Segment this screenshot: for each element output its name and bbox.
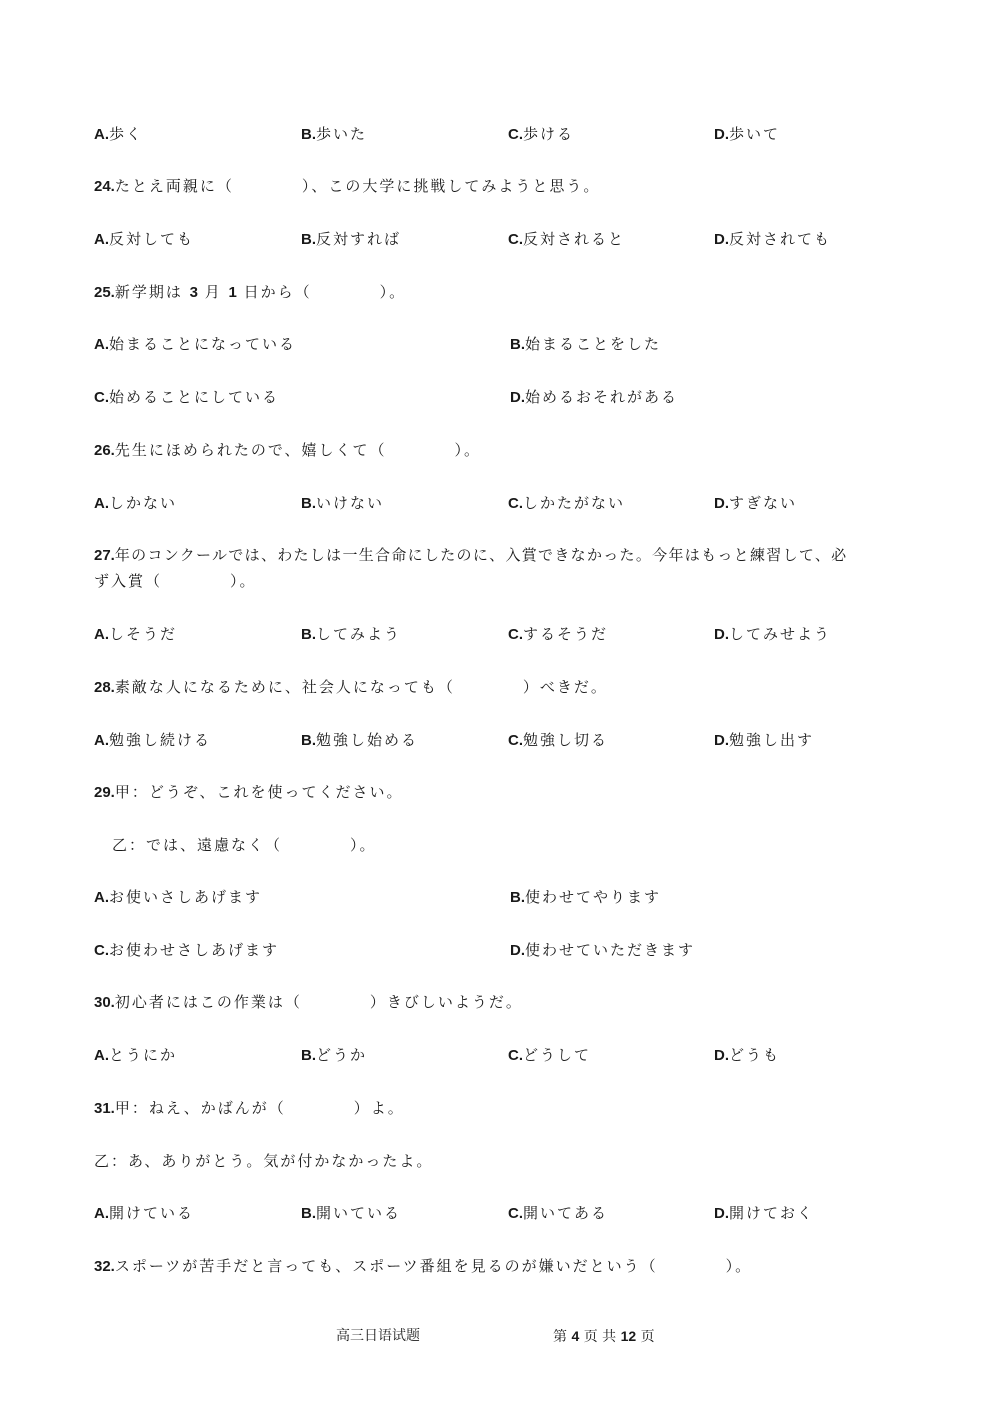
option-text: するそうだ (523, 625, 609, 643)
question-text: ず入賞（ ）。 (94, 572, 257, 590)
q28-option-b (301, 727, 418, 754)
option-letter: D. (714, 495, 729, 512)
option-text: 勉強し切る (523, 731, 609, 749)
question-number: 31. (94, 1100, 115, 1117)
option-letter: B. (510, 889, 525, 906)
option-letter: C. (508, 231, 523, 248)
q23-option-d (714, 121, 780, 148)
option-text: 使わせてやります (525, 888, 662, 906)
q31-option-c (508, 1200, 608, 1227)
option-letter: B. (301, 626, 316, 643)
option-text: 勉強し始める (316, 731, 419, 749)
q31-option-a (94, 1200, 194, 1227)
question-text: スポーツが苦手だと言っても、スポーツ番組を見るのが嫌いだという（ ）。 (114, 1257, 753, 1275)
q29-option-b (510, 884, 661, 911)
option-text: どうも (729, 1046, 781, 1064)
q30-option-d (714, 1042, 780, 1069)
option-letter: B. (301, 1205, 316, 1222)
month-number: 3 (189, 284, 198, 301)
q29-option-a (94, 884, 262, 911)
option-text: 始まることになっている (109, 335, 297, 353)
question-text: 乙：では、遠慮なく（ ）。 (112, 836, 377, 854)
q24-option-b (301, 226, 401, 253)
q31-option-b (301, 1200, 401, 1227)
question-text: 月 (197, 283, 229, 301)
question-text: 甲：どうぞ、これを使ってください。 (114, 783, 404, 801)
option-letter: B. (301, 732, 316, 749)
q31-option-d (714, 1200, 814, 1227)
option-text: 反対されても (729, 230, 832, 248)
option-text: 開いている (316, 1204, 402, 1222)
option-text: 始まることをした (525, 335, 662, 353)
question-30 (94, 989, 523, 1016)
option-letter: D. (714, 1205, 729, 1222)
q28-option-a (94, 727, 211, 754)
q23-option-b (301, 121, 367, 148)
option-text: どうか (316, 1046, 368, 1064)
option-letter: D. (714, 231, 729, 248)
option-letter: C. (508, 495, 523, 512)
option-text: しかない (109, 494, 178, 512)
option-text: 反対されると (523, 230, 626, 248)
day-number: 1 (228, 284, 237, 301)
option-text: してみせよう (729, 625, 832, 643)
option-text: しかたがない (523, 494, 626, 512)
page-suffix: 页 (636, 1329, 655, 1345)
q27-option-a (94, 621, 177, 648)
question-28 (94, 674, 608, 701)
question-text: 新学期は (114, 283, 190, 301)
question-31 (94, 1095, 405, 1122)
option-text: 始めることにしている (109, 388, 280, 406)
question-27-continued (94, 568, 257, 594)
option-letter: D. (510, 942, 525, 959)
page-total: 12 (620, 1328, 637, 1344)
option-text: 反対すれば (316, 230, 402, 248)
q26-option-a (94, 490, 177, 517)
option-text: 開けている (109, 1204, 195, 1222)
question-text: 乙：あ、ありがとう。気が付かなかったよ。 (94, 1152, 434, 1170)
option-text: 歩いて (729, 125, 781, 143)
option-letter: B. (301, 1047, 316, 1064)
question-text: たとえ両親に（ ）、この大学に挑戦してみようと思う。 (114, 177, 601, 195)
option-letter: C. (508, 626, 523, 643)
option-text: 歩ける (523, 125, 575, 143)
q25-option-d (510, 384, 678, 411)
question-26 (94, 437, 481, 464)
q24-option-d (714, 226, 831, 253)
option-letter: A. (94, 126, 109, 143)
question-29 (94, 779, 404, 806)
option-letter: D. (714, 626, 729, 643)
option-text: 開けておく (729, 1204, 815, 1222)
question-number: 30. (94, 994, 115, 1011)
question-number: 32. (94, 1258, 115, 1275)
option-letter: D. (510, 389, 525, 406)
question-number: 28. (94, 679, 115, 696)
q23-option-a (94, 121, 143, 148)
q30-option-c (508, 1042, 591, 1069)
option-letter: C. (508, 732, 523, 749)
option-text: 使わせていただきます (525, 941, 696, 959)
option-letter: A. (94, 1205, 109, 1222)
q29-option-d (510, 937, 695, 964)
question-number: 25. (94, 284, 115, 301)
question-32 (94, 1253, 752, 1280)
option-text: してみよう (316, 625, 402, 643)
q30-option-a (94, 1042, 177, 1069)
q24-option-a (94, 226, 194, 253)
option-text: お使いさしあげます (109, 888, 263, 906)
option-letter: A. (94, 1047, 109, 1064)
page-prefix: 第 (553, 1329, 572, 1345)
option-text: 始めるおそれがある (525, 388, 679, 406)
page-middle: 页 共 (579, 1329, 621, 1345)
page-current: 4 (571, 1328, 580, 1344)
q25-option-b (510, 331, 661, 358)
q27-option-d (714, 621, 831, 648)
option-letter: A. (94, 231, 109, 248)
option-letter: D. (714, 126, 729, 143)
option-letter: A. (94, 889, 109, 906)
option-letter: A. (94, 626, 109, 643)
q26-option-d (714, 490, 797, 517)
q27-option-c (508, 621, 608, 648)
option-letter: B. (301, 495, 316, 512)
q26-option-b (301, 490, 384, 517)
option-text: すぎない (729, 494, 798, 512)
option-text: しそうだ (109, 625, 178, 643)
option-text: いけない (316, 494, 385, 512)
footer-page-indicator (553, 1325, 655, 1348)
q25-option-a (94, 331, 296, 358)
question-text: 日から（ ）。 (236, 283, 407, 301)
q29-option-c (94, 937, 279, 964)
q28-option-c (508, 727, 608, 754)
question-31-reply (94, 1148, 433, 1174)
option-text: 歩く (109, 125, 144, 143)
question-27 (94, 542, 847, 569)
option-text: お使わせさしあげます (109, 941, 280, 959)
option-letter: D. (714, 1047, 729, 1064)
option-letter: A. (94, 336, 109, 353)
q30-option-b (301, 1042, 367, 1069)
option-text: 勉強し出す (729, 731, 815, 749)
option-letter: D. (714, 732, 729, 749)
question-number: 29. (94, 784, 115, 801)
q27-option-b (301, 621, 401, 648)
option-letter: C. (94, 389, 109, 406)
option-letter: C. (508, 126, 523, 143)
option-letter: B. (301, 231, 316, 248)
q25-option-c (94, 384, 279, 411)
question-25 (94, 279, 406, 306)
option-text: どうして (523, 1046, 592, 1064)
option-text: とうにか (109, 1046, 178, 1064)
question-24 (94, 173, 600, 200)
question-text: 甲：ねえ、かばんが（ ）よ。 (114, 1099, 405, 1117)
option-letter: A. (94, 495, 109, 512)
question-text: 年のコンクールでは、わたしは一生合命にしたのに、入賞できなかった。今年はもっと練習して、必 (114, 546, 848, 564)
footer-title: 高三日语试题 (336, 1328, 420, 1344)
option-letter: C. (94, 942, 109, 959)
question-29-reply (112, 832, 377, 858)
q23-option-c (508, 121, 574, 148)
q28-option-d (714, 727, 814, 754)
question-number: 24. (94, 178, 115, 195)
question-text: 初心者にはこの作業は（ ）きびしいようだ。 (114, 993, 523, 1011)
question-text: 先生にほめられたので、嬉しくて（ ）。 (114, 441, 482, 459)
option-text: 反対しても (109, 230, 195, 248)
option-text: 勉強し続ける (109, 731, 212, 749)
option-letter: B. (301, 126, 316, 143)
option-letter: C. (508, 1047, 523, 1064)
option-text: 歩いた (316, 125, 368, 143)
question-text: 素敵な人になるために、社会人になっても（ ）べきだ。 (114, 678, 608, 696)
q24-option-c (508, 226, 625, 253)
question-number: 26. (94, 442, 115, 459)
option-letter: B. (510, 336, 525, 353)
option-letter: C. (508, 1205, 523, 1222)
option-text: 開いてある (523, 1204, 609, 1222)
q26-option-c (508, 490, 625, 517)
question-number: 27. (94, 547, 115, 564)
option-letter: A. (94, 732, 109, 749)
